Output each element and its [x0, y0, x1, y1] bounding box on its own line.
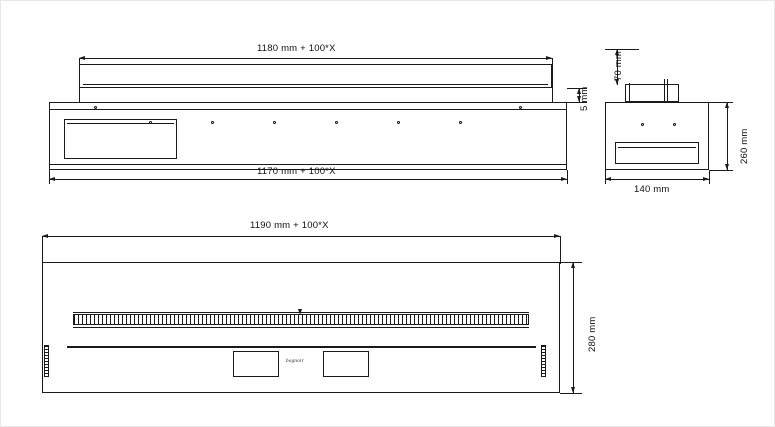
plan-front-glass-rail — [67, 346, 536, 348]
front-body-bottom-rail — [49, 164, 567, 165]
front-access-panel — [64, 119, 177, 159]
extension-line — [42, 236, 43, 264]
dim-line-side-height — [727, 102, 728, 170]
plan-left-vent-strip — [44, 345, 49, 377]
dim-line-side-width — [605, 179, 709, 180]
dimension-side-height: 260 mm — [739, 128, 750, 164]
dim-arrow-up — [571, 262, 575, 268]
brand-logo: bognoir — [286, 359, 304, 364]
mounting-hole — [459, 121, 462, 124]
dimension-front-bottom-width: 1170 mm + 100*X — [257, 166, 336, 177]
extension-line — [49, 170, 50, 184]
plan-burner-bottom-edge — [73, 327, 529, 328]
mounting-hole — [211, 121, 214, 124]
extension-line — [560, 393, 582, 394]
front-body-top-rail — [49, 109, 567, 110]
plan-control-box-left — [233, 351, 279, 377]
dim-line-front-bottom — [49, 179, 567, 180]
dimension-plan-width: 1190 mm + 100*X — [250, 220, 329, 231]
dimension-side-top-depth: 70 mm — [613, 50, 624, 81]
side-burner-edge — [664, 79, 665, 103]
extension-line — [552, 58, 553, 102]
dim-line-plan-width — [42, 236, 560, 237]
side-grille-panel — [615, 142, 699, 164]
dimension-side-width: 140 mm — [634, 184, 670, 195]
plan-right-vent-strip — [541, 345, 546, 377]
mounting-hole — [673, 123, 676, 126]
dim-line-plan-depth — [573, 262, 574, 393]
plan-burner-grille — [73, 314, 529, 325]
mounting-hole — [149, 121, 152, 124]
side-grille-line — [618, 147, 696, 148]
plan-control-box-right — [323, 351, 369, 377]
mounting-hole — [273, 121, 276, 124]
side-slab-edge — [629, 83, 630, 103]
extension-line — [605, 170, 606, 184]
mounting-hole — [641, 123, 644, 126]
extension-line — [567, 170, 568, 184]
extension-line — [560, 236, 561, 264]
dimension-front-lip-height: 5 mm — [579, 86, 590, 111]
mounting-hole — [519, 106, 522, 109]
plan-centre-marker — [298, 309, 302, 315]
front-slab-inner-line — [83, 84, 548, 85]
dimension-front-top-width: 1180 mm + 100*X — [257, 43, 336, 54]
dimension-plan-depth: 280 mm — [587, 316, 598, 352]
side-burner-edge-2 — [667, 79, 668, 103]
side-top-slab — [625, 84, 679, 102]
extension-line — [709, 170, 710, 184]
dim-line-front-top — [79, 58, 552, 59]
dim-arrow-down — [571, 387, 575, 393]
extension-line — [709, 170, 733, 171]
front-access-panel-inner — [67, 123, 174, 124]
mounting-hole — [397, 121, 400, 124]
dim-ref-side-top — [605, 49, 639, 50]
dim-arrow-up — [725, 102, 729, 108]
dim-arrow-down — [725, 164, 729, 170]
mounting-hole — [94, 106, 97, 109]
extension-line — [709, 102, 733, 103]
mounting-hole — [335, 121, 338, 124]
